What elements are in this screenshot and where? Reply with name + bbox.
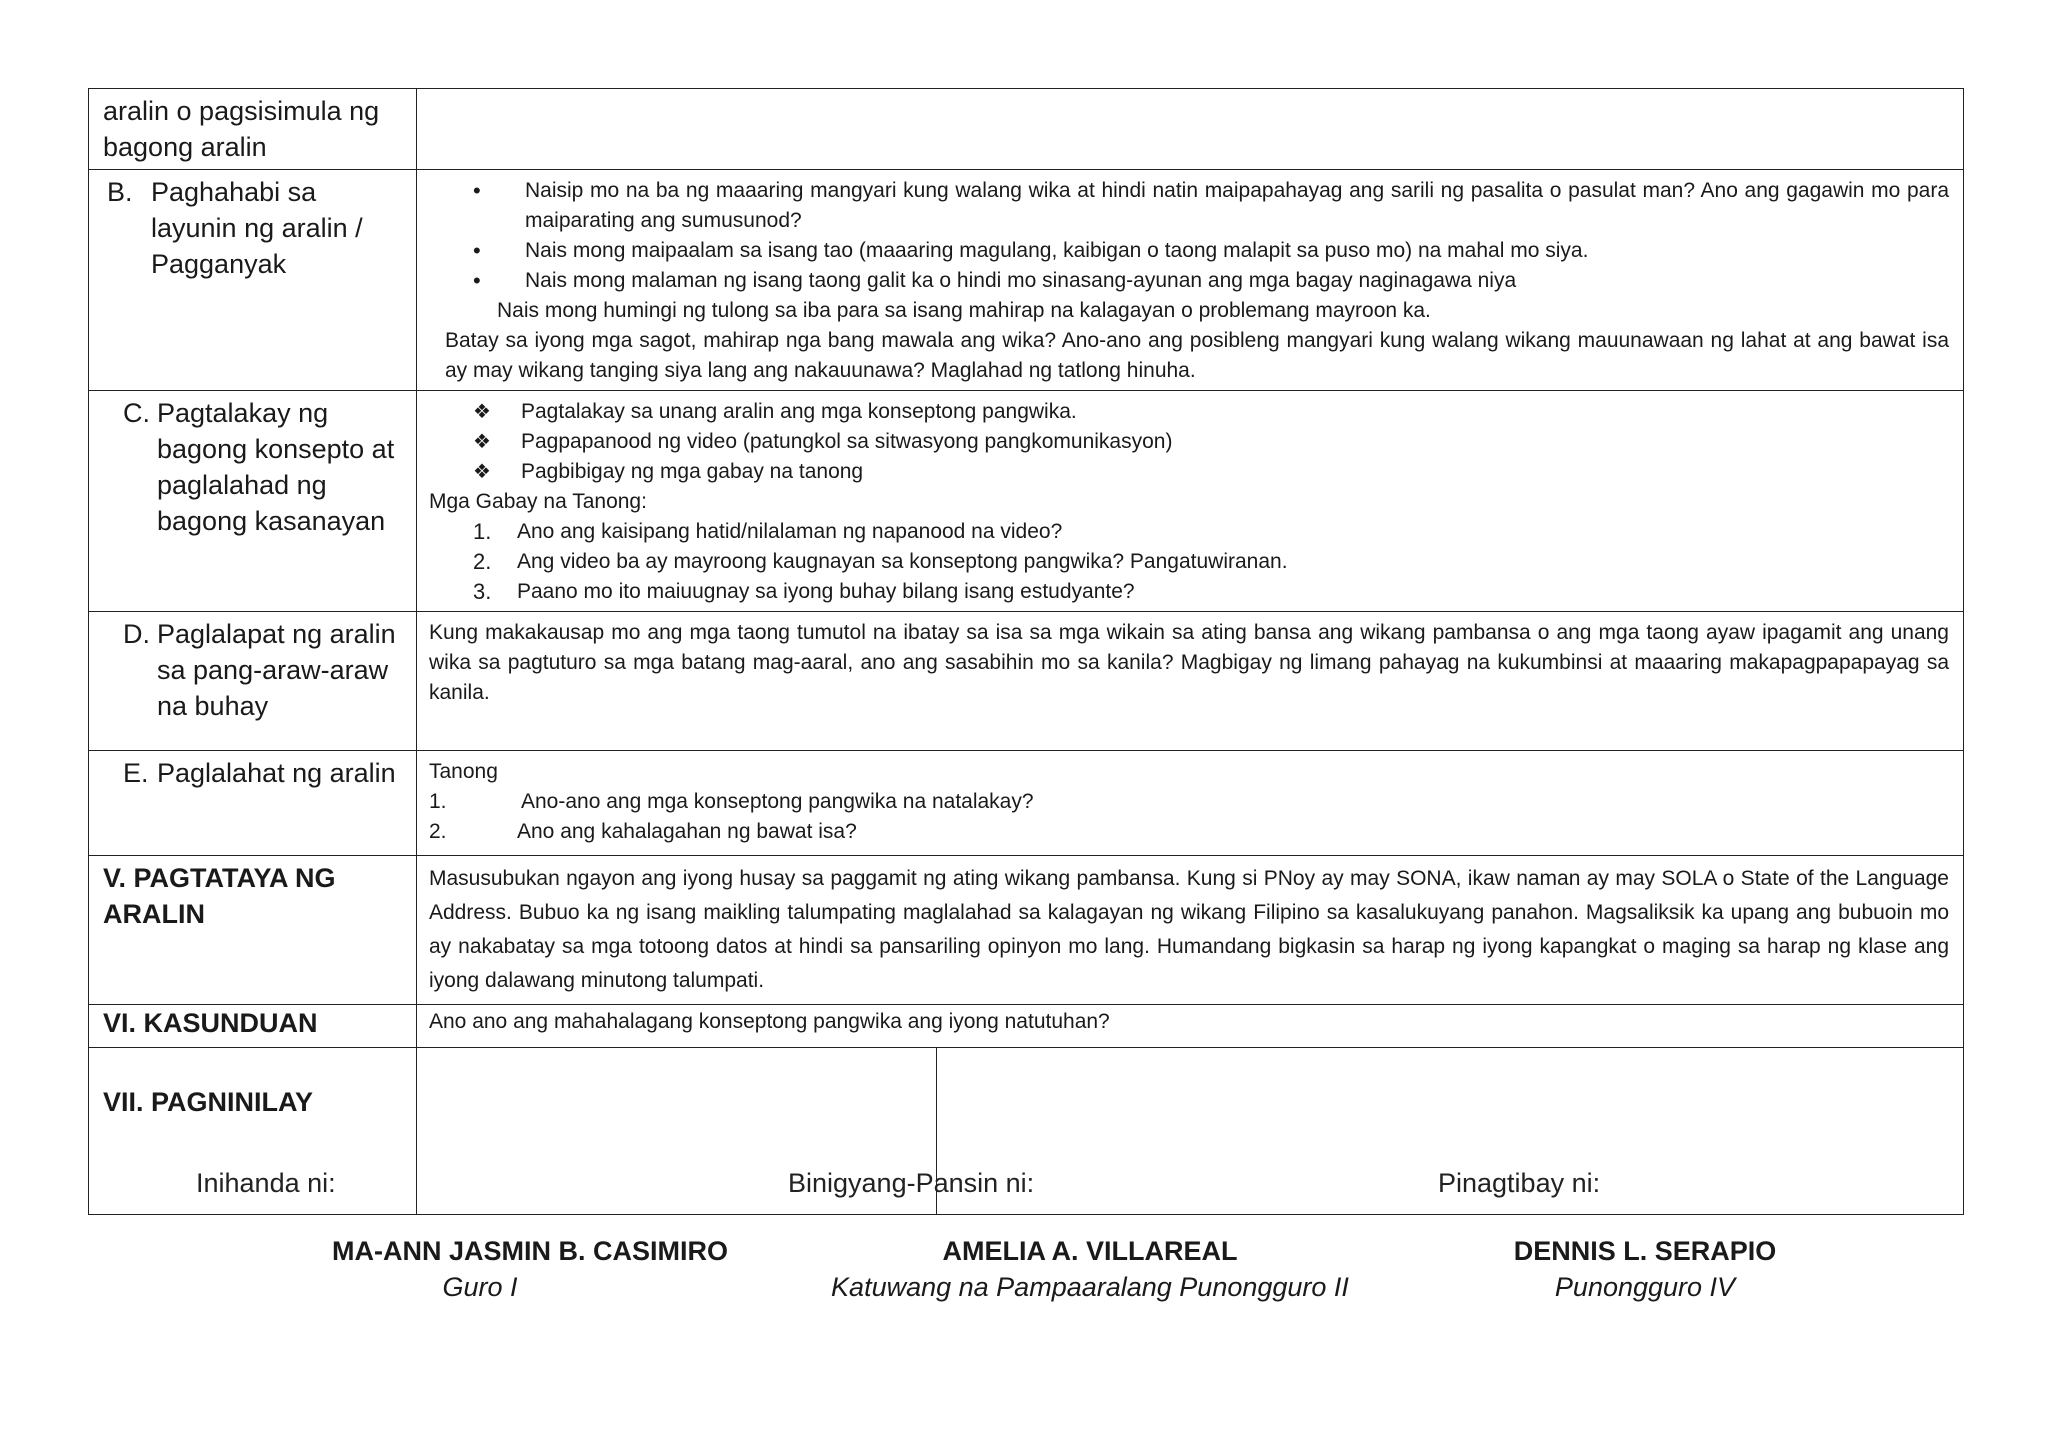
numbered-list — [429, 517, 1949, 607]
row-letter: B. — [107, 177, 133, 207]
diamond-bullet-icon: ❖ — [473, 461, 491, 483]
table-row — [89, 751, 1964, 856]
bullet-list — [445, 176, 1949, 296]
list-item-text: Ano ang kaisipang hatid/nilalaman ng napanood na video? — [517, 520, 1063, 543]
row-content: Ano ano ang mahahalagang konseptong pangwika ang iyong natutuhan? — [417, 1005, 1964, 1048]
row-label: Paglalapat ng aralin sa pang-araw-araw na buhay — [157, 619, 396, 721]
paragraph: Batay sa iyong mga sagot, mahirap nga bang mawala ang wika? Ano-ano ang posibleng mangyari kung walang wikang mauunawaan ng lahat at ang bawat isa ay may wikang tanging siya lang ang nakauunawa? Maglahad ng tatlong hinuha. — [445, 329, 1949, 382]
table-row — [89, 170, 1964, 391]
approver-name: DENNIS L. SERAPIO — [1513, 1236, 1777, 1266]
table-row — [89, 89, 1964, 170]
list-number: 2. — [429, 820, 447, 843]
list-item-text: Naisip mo na ba ng maaaring mangyari kung walang wika at hindi natin maipapahayag ang sarili ng pasalita o pasulat man? Ano ang gagawin mo para maiparating ang sumusunod? — [525, 179, 1949, 232]
preparer-role: Guro I — [442, 1272, 518, 1302]
list-item — [429, 517, 1949, 547]
row-label-cell — [89, 391, 417, 612]
row-label-cell — [89, 170, 417, 391]
table-row — [89, 391, 1964, 612]
list-number: 1. — [429, 790, 447, 813]
table-row — [89, 612, 1964, 751]
list-item — [445, 176, 1949, 236]
row-label-cell — [89, 751, 417, 856]
list-item — [429, 547, 1949, 577]
list-item — [429, 427, 1949, 457]
section-heading: VI. KASUNDUAN — [89, 1005, 417, 1048]
row-content — [417, 170, 1964, 391]
approver-role: Punongguro IV — [1554, 1272, 1736, 1302]
extra-line: Nais mong humingi ng tulong sa iba para sa isang mahirap na kalagayan o problemang mayroon ka. — [497, 299, 1431, 322]
list-item-text: Ang video ba ay mayroong kaugnayan sa konseptong pangwika? Pangatuwiranan. — [517, 550, 1288, 573]
list-item-text: Ano-ano ang mga konseptong pangwika na natalakay? — [521, 790, 1034, 813]
table-row — [89, 856, 1964, 1005]
noted-by-label: Binigyang-Pansin ni: — [788, 1168, 1035, 1198]
diamond-bullet-icon: ❖ — [473, 431, 491, 453]
list-item — [429, 577, 1949, 607]
list-number: 3. — [473, 579, 492, 604]
list-item-text: Nais mong maipaalam sa isang tao (maaaring magulang, kaibigan o taong malapit sa puso mo) na mahal mo siya. — [525, 239, 1589, 262]
list-item-text: Ano ang kahalagahan ng bawat isa? — [517, 820, 857, 843]
row-label-cell — [89, 612, 417, 751]
question-title: Tanong — [429, 760, 498, 783]
row-content: Masusubukan ngayon ang iyong husay sa paggamit ng ating wikang pambansa. Kung si PNoy ay may SONA, ikaw naman ay may SOLA o State of the Language Address. Bubuo ka ng isang maikling talumpating maglalahad sa kalagayan ng wikang Filipino sa kasalukuyang panahon. Magsaliksik ka upang ang bubuoin mo ay nakabatay sa mga totoong datos at hindi sa pansariling opinyon mo lang. Humandang bigkasin sa harap ng iyong kapangkat o maging sa harap ng klase ang iyong dalawang minutong talumpati. — [417, 856, 1964, 1005]
row-label: Paglalahat ng aralin — [157, 758, 396, 788]
list-item — [445, 236, 1949, 266]
row-letter: E. — [123, 758, 149, 788]
lesson-plan-table — [88, 88, 1964, 1215]
row-letter: D. — [123, 619, 150, 649]
list-item — [429, 457, 1949, 487]
row-label: aralin o pagsisimula ng bagong aralin — [89, 89, 417, 170]
diamond-list — [429, 397, 1949, 487]
list-item-text: Paano mo ito maiuugnay sa iyong buhay bilang isang estudyante? — [517, 580, 1135, 603]
approved-by-label: Pinagtibay ni: — [1438, 1168, 1601, 1198]
row-content: Kung makakausap mo ang mga taong tumutol na ibatay sa isa sa mga wikain sa ating bansa ang wikang pambansa o ang mga taong ayaw ipagamit ang unang wika sa pagtuturo sa mga batang mag-aaral, ano ang sasabihin mo sa kanila? Magbigay ng limang pahayag na kukumbinsi at maaaring makapagpapapayag sa kanila. — [417, 612, 1964, 751]
list-item-text: Pagtalakay sa unang aralin ang mga konseptong pangwika. — [521, 400, 1077, 423]
diamond-bullet-icon: ❖ — [473, 401, 491, 423]
reflection-cells — [417, 1048, 1964, 1215]
list-item-text: Nais mong malaman ng isang taong galit ka o hindi mo sinasang-ayunan ang mga bagay naginagawa niya — [525, 269, 1517, 292]
list-number: 1. — [473, 519, 492, 544]
section-heading: V. PAGTATAYA NG ARALIN — [89, 856, 417, 1005]
table-row — [89, 1005, 1964, 1048]
list-item — [429, 787, 1949, 817]
row-content — [417, 751, 1964, 856]
prepared-by-label: Inihanda ni: — [196, 1168, 336, 1198]
list-item-text: Pagpapanood ng video (patungkol sa sitwasyong pangkomunikasyon) — [521, 430, 1173, 453]
row-label: Paghahabi sa layunin ng aralin / Pagganyak — [151, 177, 363, 279]
row-content-empty — [417, 89, 1964, 170]
row-content — [417, 391, 1964, 612]
preparer-name: MA-ANN JASMIN B. CASIMIRO — [332, 1236, 728, 1266]
bullet-icon: • — [473, 268, 481, 293]
row-label: Pagtalakay ng bagong konsepto at paglalahad ng bagong kasanayan — [157, 398, 395, 536]
list-number: 2. — [473, 549, 492, 574]
list-item — [429, 817, 1949, 847]
section-heading: VII. PAGNINILAY — [89, 1048, 417, 1215]
bullet-icon: • — [473, 238, 481, 263]
list-item — [445, 266, 1949, 296]
row-letter: C. — [123, 398, 150, 428]
bullet-icon: • — [473, 178, 481, 203]
guide-title: Mga Gabay na Tanong: — [429, 490, 647, 513]
noted-name: AMELIA A. VILLAREAL — [942, 1236, 1238, 1266]
noted-role: Katuwang na Pampaaralang Punongguro II — [831, 1272, 1349, 1302]
list-item-text: Pagbibigay ng mga gabay na tanong — [521, 460, 864, 483]
list-item — [429, 397, 1949, 427]
